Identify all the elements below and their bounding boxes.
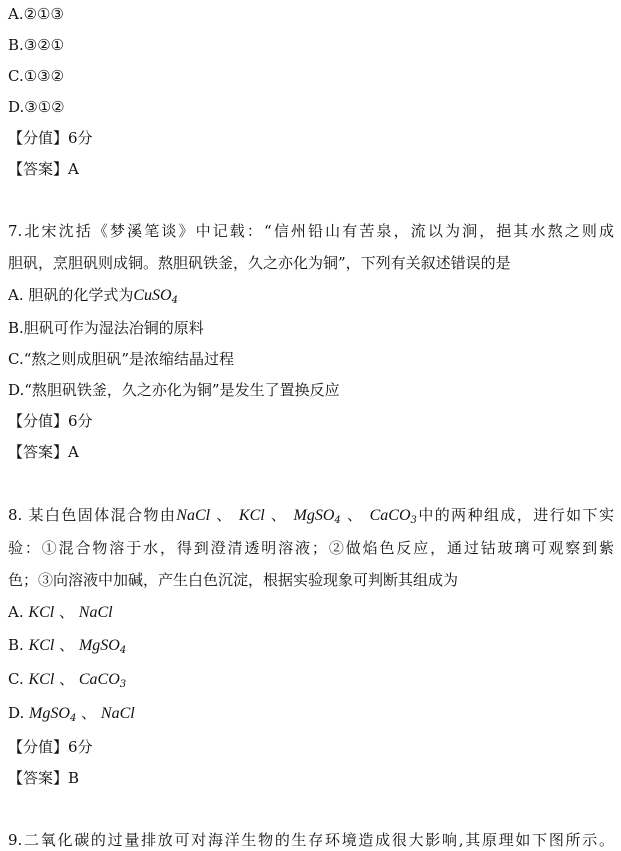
q8-option-a-formula-1: KCl bbox=[28, 604, 55, 621]
q8-option-d-subscript: 4 bbox=[69, 713, 77, 724]
q8-stem-line-1 bbox=[8, 505, 614, 525]
q8-option-b-formula-1: KCl bbox=[28, 637, 55, 654]
q8-separator: 、 bbox=[216, 506, 233, 524]
q6-option-d: D.③①② bbox=[8, 98, 65, 116]
q6-answer: 【答案】A bbox=[8, 160, 79, 178]
q7-stem-line-1: 7.北宋沈括《梦溪笔谈》中记载：“信州铅山有苦泉，流以为涧，挹其水熬之则成 bbox=[8, 222, 614, 240]
q8-stem-line-3: 色；③向溶液中加碱，产生白色沉淀，根据实验现象可判断其组成为 bbox=[8, 571, 459, 589]
q7-option-c: C.“熬之则成胆矾”是浓缩结晶过程 bbox=[8, 350, 235, 368]
q8-option-d bbox=[8, 703, 614, 723]
q8-option-c-formula-2: CaCO bbox=[78, 671, 120, 688]
q8-option-c-formula-1: KCl bbox=[28, 671, 55, 688]
q8-formula-caco3: CaCO bbox=[369, 507, 411, 524]
q7-answer: 【答案】A bbox=[8, 443, 79, 461]
q6-option-c: C.①③② bbox=[8, 67, 65, 85]
q8-separator: 、 bbox=[270, 506, 288, 524]
q8-separator: 、 bbox=[59, 670, 75, 688]
q8-subscript: 4 bbox=[334, 515, 341, 526]
q8-option-d-label: D. bbox=[8, 704, 25, 722]
q6-option-a: A.②①③ bbox=[8, 5, 64, 23]
q7-option-a-formula: CuSO bbox=[133, 287, 172, 304]
q8-option-a bbox=[8, 602, 614, 622]
q8-score: 【分值】6分 bbox=[8, 738, 93, 756]
q8-stem-suffix: 中的两种组成，进行如下实 bbox=[416, 506, 614, 524]
q7-stem-line-2: 胆矾，烹胆矾则成铜。熬胆矾铁釜，久之亦化为铜”，下列有关叙述错误的是 bbox=[8, 254, 511, 272]
q8-subscript: 3 bbox=[410, 515, 417, 526]
q8-option-d-formula-1: MgSO bbox=[29, 705, 70, 722]
q8-stem-line-2: 验：①混合物溶于水，得到澄清透明溶液；②做焰色反应，通过钴玻璃可观察到紫 bbox=[8, 539, 614, 557]
q6-option-b: B.③②① bbox=[8, 36, 65, 54]
q8-option-b bbox=[8, 635, 614, 655]
q7-option-a-subscript: 4 bbox=[171, 295, 178, 306]
q8-option-a-label: A. bbox=[8, 603, 24, 621]
q8-separator: 、 bbox=[347, 506, 364, 524]
q8-answer: 【答案】B bbox=[8, 769, 80, 787]
q7-option-a-text: A. 胆矾的化学式为 bbox=[8, 286, 134, 304]
q8-formula-kcl: KCl bbox=[238, 507, 265, 524]
q7-option-d: D.“熬胆矾铁釜，久之亦化为铜”是发生了置换反应 bbox=[8, 381, 340, 399]
q8-option-b-label: B. bbox=[8, 636, 24, 654]
q8-option-b-subscript: 4 bbox=[119, 645, 127, 656]
q8-option-b-formula-2: MgSO bbox=[78, 637, 120, 654]
q7-option-a bbox=[8, 285, 614, 305]
q7-score: 【分值】6分 bbox=[8, 412, 93, 430]
q8-stem-prefix: 8. 某白色固体混合物由 bbox=[8, 506, 177, 524]
q8-formula-nacl: NaCl bbox=[176, 507, 211, 524]
q6-score: 【分值】6分 bbox=[8, 129, 93, 147]
q8-separator: 、 bbox=[58, 603, 74, 621]
q8-option-c bbox=[8, 669, 614, 689]
q8-separator: 、 bbox=[81, 704, 97, 722]
q8-option-d-formula-2: NaCl bbox=[100, 705, 135, 722]
q9-stem-line-1: 9.二氧化碳的过量排放可对海洋生物的生存环境造成很大影响,其原理如下图所示。 bbox=[8, 831, 614, 849]
q8-option-a-formula-2: NaCl bbox=[78, 604, 113, 621]
q8-option-c-subscript: 3 bbox=[119, 679, 127, 690]
q7-option-b: B.胆矾可作为湿法冶铜的原料 bbox=[8, 319, 204, 337]
q8-separator: 、 bbox=[59, 636, 75, 654]
q8-option-c-label: C. bbox=[8, 670, 24, 688]
q8-formula-mgso4: MgSO bbox=[293, 507, 335, 524]
